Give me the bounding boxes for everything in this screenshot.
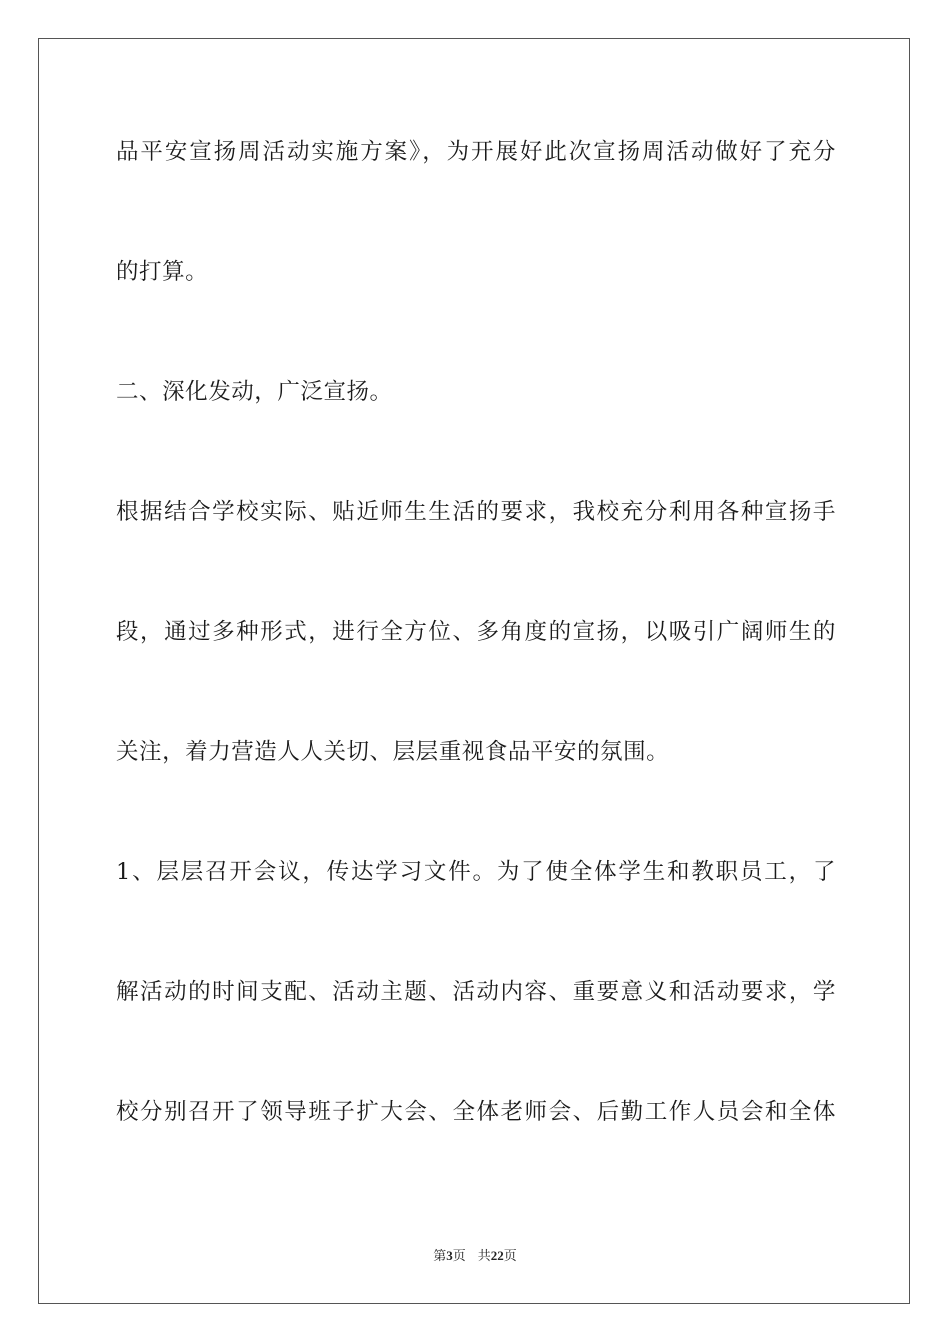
paragraph-line: 关注，着力营造人人关切、层层重视食品平安的氛围。 xyxy=(116,739,670,765)
total-label-prefix: 共 xyxy=(477,1249,491,1264)
paragraph-line: 的打算。 xyxy=(116,259,209,285)
paragraph-line: 1、层层召开会议，传达学习文件。为了使全体学生和教职员工，了 xyxy=(116,859,836,885)
paragraph-line: 解活动的时间支配、活动主题、活动内容、重要意义和活动要求，学 xyxy=(116,979,836,1005)
total-pages: 22 xyxy=(490,1248,504,1263)
page-number: 3 xyxy=(446,1248,453,1263)
paragraph-line: 品平安宣扬周活动实施方案》，为开展好此次宣扬周活动做好了充分 xyxy=(116,139,836,165)
section-heading: 二、深化发动，广泛宣扬。 xyxy=(116,379,393,405)
total-label-suffix: 页 xyxy=(503,1249,517,1264)
paragraph-line: 根据结合学校实际、贴近师生生活的要求，我校充分利用各种宣扬手 xyxy=(116,499,836,525)
document-body xyxy=(116,126,836,1206)
page-footer xyxy=(0,1246,950,1267)
page-label-prefix: 第 xyxy=(433,1249,447,1264)
paragraph-line: 校分别召开了领导班子扩大会、全体老师会、后勤工作人员会和全体 xyxy=(116,1099,836,1125)
page-label-suffix: 页 xyxy=(452,1249,466,1264)
paragraph-line: 段，通过多种形式，进行全方位、多角度的宣扬，以吸引广阔师生的 xyxy=(116,619,836,645)
